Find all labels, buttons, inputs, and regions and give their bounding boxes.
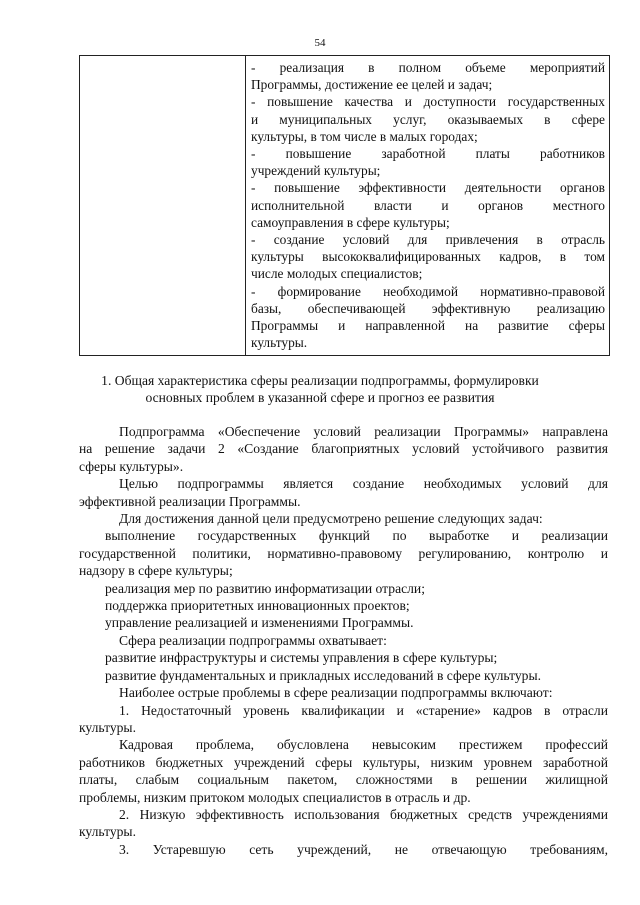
table-line: культуры, в том числе в малых городах; bbox=[251, 128, 478, 144]
paragraph-line: Для достижения данной цели предусмотрено решение следующих задач: bbox=[119, 511, 543, 527]
paragraph-line: развитие инфраструктуры и системы управления в сфере культуры; bbox=[105, 650, 498, 666]
table-line: - повышение эффективности деятельности органов bbox=[251, 180, 605, 196]
paragraph-line: сферы культуры». bbox=[79, 458, 184, 474]
paragraph-line: работников бюджетных учреждений сферы культуры, низким уровнем заработной bbox=[79, 754, 608, 770]
table-line: и муниципальных услуг, оказываемых в сфере bbox=[251, 111, 605, 127]
paragraph-line: на решение задачи 2 «Создание благоприятных условий устойчивого развития bbox=[79, 441, 608, 457]
paragraph-line: Сфера реализации подпрограммы охватывает: bbox=[119, 632, 387, 648]
table-line: культуры. bbox=[251, 335, 308, 351]
paragraph-line: Кадровая проблема, обусловлена невысоким престижем профессий bbox=[119, 737, 608, 753]
table-line: - повышение заработной платы работников bbox=[251, 146, 605, 162]
paragraph-line: культуры. bbox=[79, 824, 136, 840]
table-line: исполнительной власти и органов местного bbox=[251, 197, 605, 213]
table-line: - повышение качества и доступности государственных bbox=[251, 94, 605, 110]
paragraph-line: государственной политики, нормативно-правовому регулированию, контролю и bbox=[79, 545, 608, 561]
table-right-cell bbox=[251, 59, 605, 351]
section-heading bbox=[0, 372, 640, 406]
table-line: Программы, достижение ее целей и задач; bbox=[251, 77, 493, 93]
paragraph-line: проблемы, низким притоком молодых специалистов в отрасль и др. bbox=[79, 789, 471, 805]
paragraph-line: Подпрограмма «Обеспечение условий реализации Программы» направлена bbox=[119, 424, 608, 439]
table-line: Программы и направленной на развитие сферы bbox=[251, 318, 605, 334]
table-line: числе молодых специалистов; bbox=[251, 266, 423, 282]
paragraph-line: платы, слабым социальным пакетом, сложностями в решении жилищной bbox=[79, 772, 608, 788]
table-line: базы, обеспечивающей эффективную реализацию bbox=[251, 300, 605, 316]
paragraph-line: реализация мер по развитию информатизации отрасли; bbox=[105, 580, 425, 596]
paragraph-line: 1. Недостаточный уровень квалификации и «старение» кадров в отрасли bbox=[119, 702, 608, 718]
paragraph-line: эффективной реализации Программы. bbox=[79, 493, 301, 509]
paragraph-line: Наиболее острые проблемы в сфере реализации подпрограммы включают: bbox=[119, 685, 553, 701]
paragraph-line: выполнение государственных функций по выработке и реализации bbox=[105, 528, 608, 544]
paragraph-line: Целью подпрограммы является создание необходимых условий для bbox=[119, 476, 608, 492]
paragraph-line: управление реализацией и изменениями Программы. bbox=[105, 615, 414, 631]
page-number: 54 bbox=[314, 37, 326, 49]
paragraph-line: 3. Устаревшую сеть учреждений, не отвечающую требованиям, bbox=[119, 841, 608, 857]
heading-line: основных проблем в указанной сфере и прогноз ее развития bbox=[145, 390, 495, 405]
paragraph-line: поддержка приоритетных инновационных проектов; bbox=[105, 598, 410, 614]
paragraph-line: 2. Низкую эффективность использования бюджетных средств учреждениями bbox=[119, 806, 608, 822]
body-text bbox=[79, 423, 608, 858]
paragraph-line: надзору в сфере культуры; bbox=[79, 563, 233, 579]
table-line: самоуправления в сфере культуры; bbox=[251, 214, 450, 230]
table-line: - реализация в полном объеме мероприятий bbox=[251, 60, 605, 75]
table-line: - создание условий для привлечения в отрасль bbox=[251, 232, 605, 248]
heading-line: 1. Общая характеристика сферы реализации подпрограммы, формулировки bbox=[101, 373, 539, 388]
paragraph-line: культуры. bbox=[79, 719, 136, 735]
table-line: учреждений культуры; bbox=[251, 163, 381, 179]
table-line: культуры высококвалифицированных кадров, в том bbox=[251, 249, 605, 265]
goals-table bbox=[79, 55, 610, 356]
paragraph-line: развитие фундаментальных и прикладных исследований в сфере культуры. bbox=[105, 667, 541, 683]
table-line: - формирование необходимой нормативно-правовой bbox=[251, 283, 605, 299]
table-left-cell bbox=[80, 56, 246, 355]
